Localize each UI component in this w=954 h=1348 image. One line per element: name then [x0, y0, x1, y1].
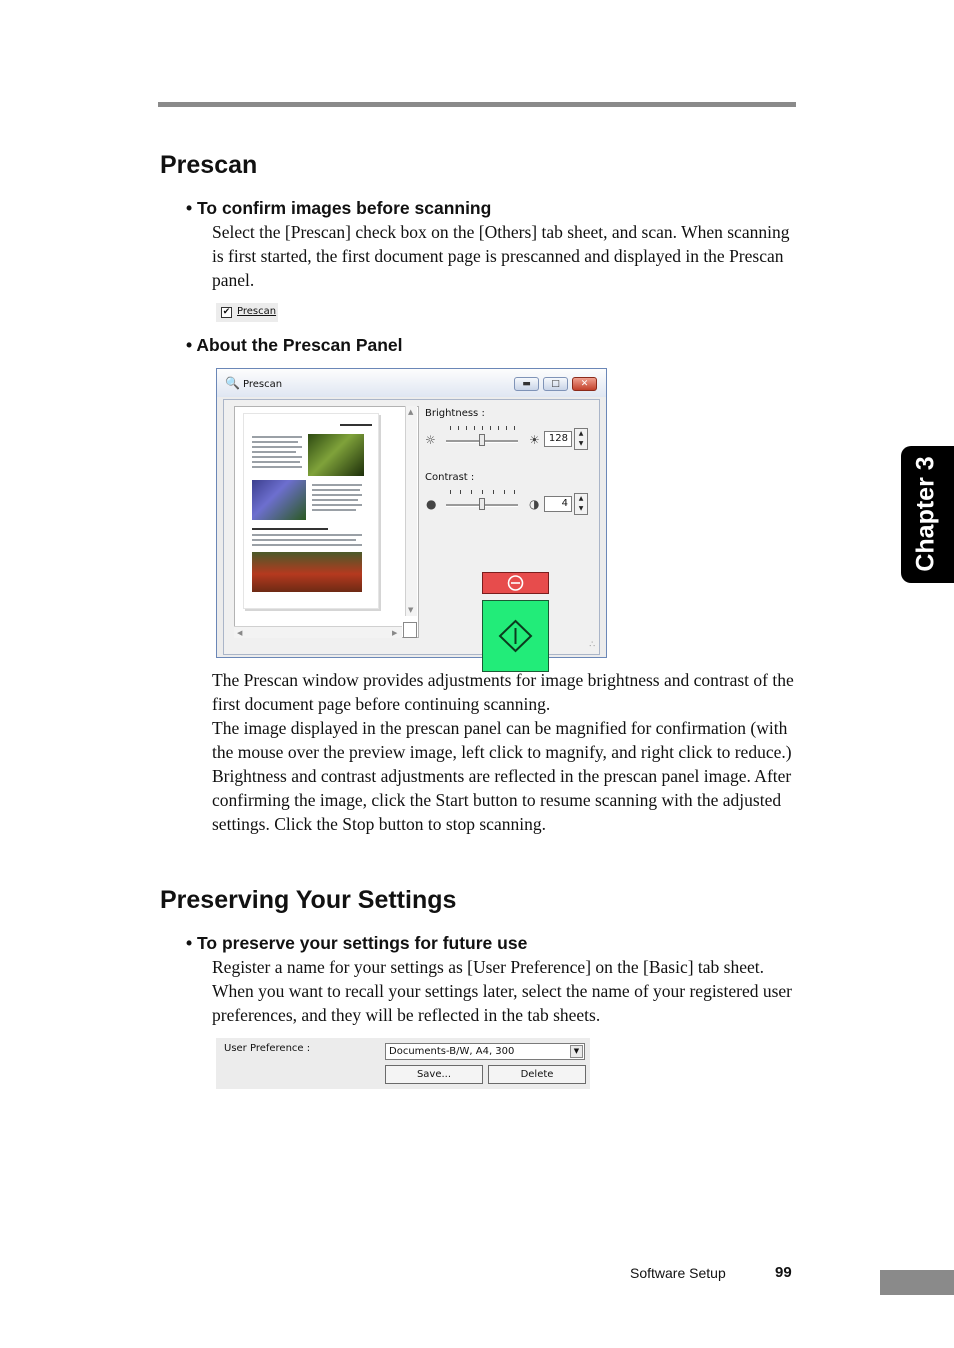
minimize-icon: ▬: [522, 379, 531, 389]
bullet-title: About the Prescan Panel: [196, 335, 403, 355]
bullet-preserve-settings: • To preserve your settings for future use: [186, 933, 528, 953]
brightness-low-icon: ☼: [425, 433, 436, 447]
paragraph-preserve-settings: Register a name for your settings as [User Preference] on the [Basic] tab sheet. When you want to recall your settings later, select the name of your registered user preferences, and they will be reflected in the tab sheets.: [212, 957, 792, 1025]
contrast-label: Contrast :: [425, 472, 475, 483]
scroll-left-icon: ◀: [237, 629, 243, 637]
scroll-up-icon: ▲: [408, 408, 414, 416]
page-number: 99: [775, 1264, 792, 1281]
stop-icon: [483, 573, 548, 593]
chapter-tab-label: Chapter 3: [911, 456, 940, 572]
window-titlebar[interactable]: [217, 369, 606, 397]
scanner-magnifier-icon: 🔍: [225, 376, 240, 390]
stop-button[interactable]: [482, 572, 549, 594]
bullet-title: To preserve your settings for future use: [197, 933, 528, 953]
contrast-low-icon: ●: [426, 497, 437, 511]
bullet-title: To confirm images before scanning: [197, 198, 492, 218]
section-heading-preserving: Preserving Your Settings: [160, 886, 457, 914]
paragraph: The Prescan window provides adjustments for image brightness and contrast of the first document page before continuing scanning.: [212, 670, 794, 714]
prescan-window: [216, 368, 607, 658]
paragraph: The image displayed in the prescan panel can be magnified for confirmation (with the mouse over the preview image, left click to magnify, and right click to reduce.): [212, 718, 792, 762]
paragraph-confirm-images: Select the [Prescan] check box on the [Others] tab sheet, and scan. When scanning is first started, the first document page is prescanned and displayed in the Prescan panel.: [212, 222, 790, 290]
user-preference-select[interactable]: [385, 1043, 585, 1060]
preview-horizontal-scrollbar[interactable]: [234, 626, 402, 638]
contrast-high-icon: ◑: [529, 497, 540, 511]
preview-document-page: [243, 413, 379, 609]
scroll-right-icon: ▶: [392, 629, 398, 637]
scroll-down-icon: ▼: [408, 606, 414, 614]
user-preference-value: Documents-B/W, A4, 300: [389, 1046, 515, 1057]
brightness-high-icon: ☀: [529, 433, 540, 447]
close-icon: ✕: [580, 379, 589, 389]
prescan-description: [212, 668, 802, 836]
preview-photo-leaves: [308, 434, 364, 476]
start-button[interactable]: [482, 600, 549, 672]
prescan-checkbox-snippet: [216, 303, 278, 322]
brightness-value-input[interactable]: 128: [544, 431, 572, 447]
user-preference-label: User Preference :: [224, 1043, 311, 1054]
contrast-value-input[interactable]: 4: [544, 496, 572, 512]
scroll-corner: [403, 622, 417, 638]
preview-photo-flowers: [252, 480, 306, 520]
brightness-label: Brightness :: [425, 408, 485, 419]
bullet-about-panel: • About the Prescan Panel: [186, 335, 403, 355]
footer-bar: [880, 1270, 954, 1295]
brightness-spinner[interactable]: ▲ ▼: [574, 428, 588, 450]
prescan-checkbox[interactable]: ✔: [222, 307, 231, 317]
chevron-down-icon[interactable]: ▼: [570, 1045, 583, 1058]
prescan-panel: [223, 399, 600, 655]
window-title: Prescan: [243, 379, 283, 390]
delete-button[interactable]: Delete: [488, 1065, 586, 1084]
contrast-spinner[interactable]: ▲ ▼: [574, 493, 588, 515]
start-icon: [483, 601, 548, 671]
maximize-button[interactable]: [543, 377, 568, 391]
save-button[interactable]: Save...: [385, 1065, 483, 1084]
top-rule: [158, 102, 796, 107]
contrast-slider-thumb[interactable]: [479, 498, 485, 510]
maximize-icon: □: [551, 379, 560, 389]
brightness-slider-thumb[interactable]: [479, 434, 485, 446]
minimize-button[interactable]: [514, 377, 539, 391]
user-preference-panel: [216, 1038, 590, 1089]
section-heading-prescan: Prescan: [160, 151, 258, 179]
preview-image[interactable]: [234, 406, 419, 638]
prescan-checkbox-label[interactable]: Prescan: [237, 306, 277, 317]
paragraph: Brightness and contrast adjustments are reflected in the prescan panel image. After confirming the image, click the Start button to resume scanning with the adjusted settings. Click the Stop button to stop scanning.: [212, 766, 792, 834]
preview-vertical-scrollbar[interactable]: [405, 406, 417, 616]
resize-grip-icon[interactable]: ∴: [589, 640, 595, 650]
close-button[interactable]: [572, 377, 597, 391]
bullet-confirm-images: • To confirm images before scanning: [186, 198, 492, 218]
preview-photo-field: [252, 552, 362, 592]
footer-section-name: Software Setup: [630, 1265, 726, 1281]
